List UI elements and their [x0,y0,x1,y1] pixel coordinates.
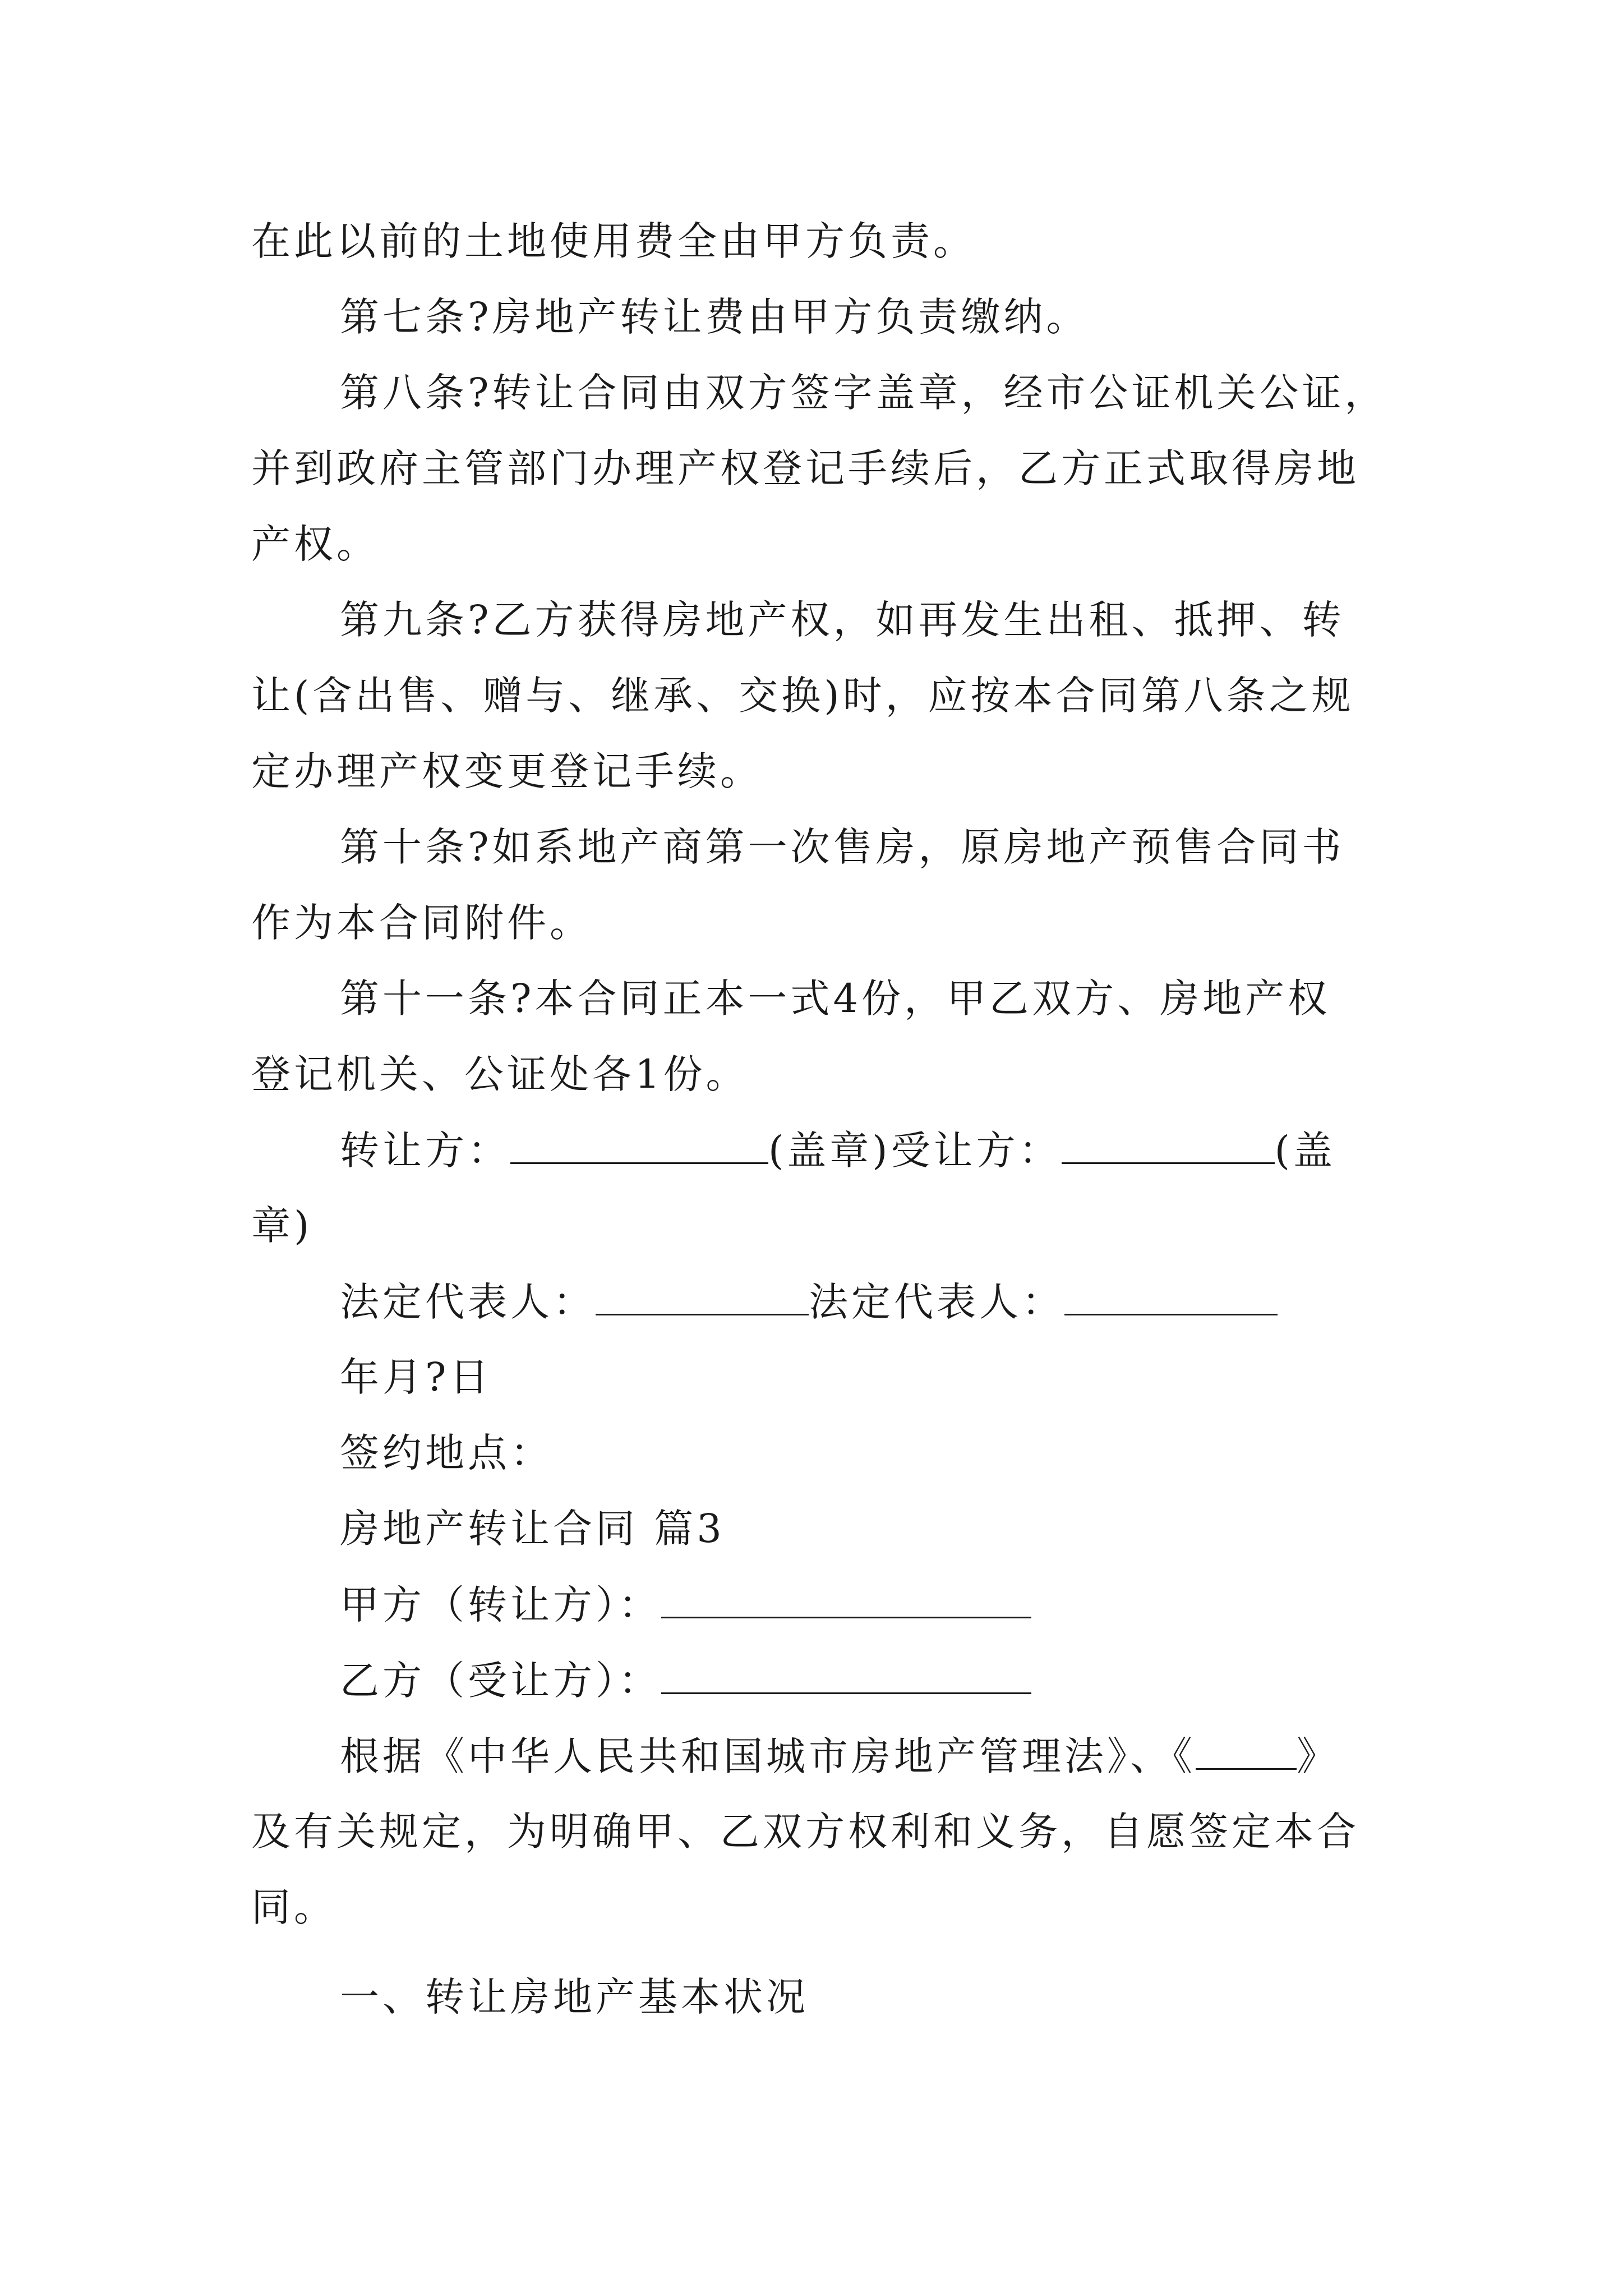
article-11-line-2: 登记机关、公证处各1份。 [251,1051,749,1097]
legal-rep-label-1: 法定代表人： [340,1279,596,1325]
transferee-blank [1062,1128,1275,1164]
article-8-line-2: 并到政府主管部门办理产权登记手续后，乙方正式取得房地 [251,445,1359,491]
transferor-blank [510,1128,768,1164]
sign-place: 签约地点： [340,1430,553,1476]
article-8-line-3: 产权。 [251,521,379,567]
article-10-line-1: 第十条?如系地产商第一次售房，原房地产预售合同书 [340,824,1345,870]
article-9-line-3: 定办理产权变更登记手续。 [251,748,763,794]
legal-rep-blank-2 [1064,1279,1278,1315]
basis-line-3: 同。 [251,1884,336,1930]
legal-rep-line [340,1279,1278,1324]
heading-1: 一、转让房地产基本状况 [340,1974,809,2020]
party-b-label: 乙方（受让方）： [340,1658,661,1704]
party-a-label: 甲方（转让方）： [340,1582,661,1628]
date-line: 年月?日 [340,1354,492,1400]
basis-blank [1196,1733,1297,1770]
seal-line-end: 章) [251,1203,313,1249]
basis-end: 》 [1297,1733,1339,1779]
seal-label-1: (盖章)受让方： [768,1128,1062,1174]
basis-line-2: 及有关规定，为明确甲、乙双方权利和义务，自愿签定本合 [251,1809,1359,1855]
article-11-line-1: 第十一条?本合同正本一式4份，甲乙双方、房地产权 [340,976,1331,1022]
transferor-label: 转让方： [340,1128,510,1174]
basis-line-1 [340,1733,1339,1779]
party-b-line [340,1658,1031,1703]
article-9-line-2: 让(含出售、赠与、继承、交换)时，应按本合同第八条之规 [251,673,1354,719]
article-7: 第七条?房地产转让费由甲方负责缴纳。 [340,294,1089,340]
article-10-line-2: 作为本合同附件。 [251,900,592,946]
party-a-line [340,1582,1031,1627]
legal-rep-label-2: 法定代表人： [809,1279,1064,1325]
seal-label-2: (盖 [1274,1128,1336,1174]
party-a-blank [661,1582,1031,1618]
text-line: 在此以前的土地使用费全由甲方负责。 [251,218,976,264]
basis-start: 根据《中华人民共和国城市房地产管理法》、《 [340,1733,1196,1779]
article-9-line-1: 第九条?乙方获得房地产权，如再发生出租、抵押、转 [340,597,1345,643]
signature-line [340,1128,1336,1173]
section-title: 房地产转让合同 篇3 [340,1506,725,1552]
legal-rep-blank-1 [596,1279,809,1315]
party-b-blank [661,1658,1031,1694]
article-8-line-1: 第八条?转让合同由双方签字盖章，经市公证机关公证， [340,370,1387,416]
